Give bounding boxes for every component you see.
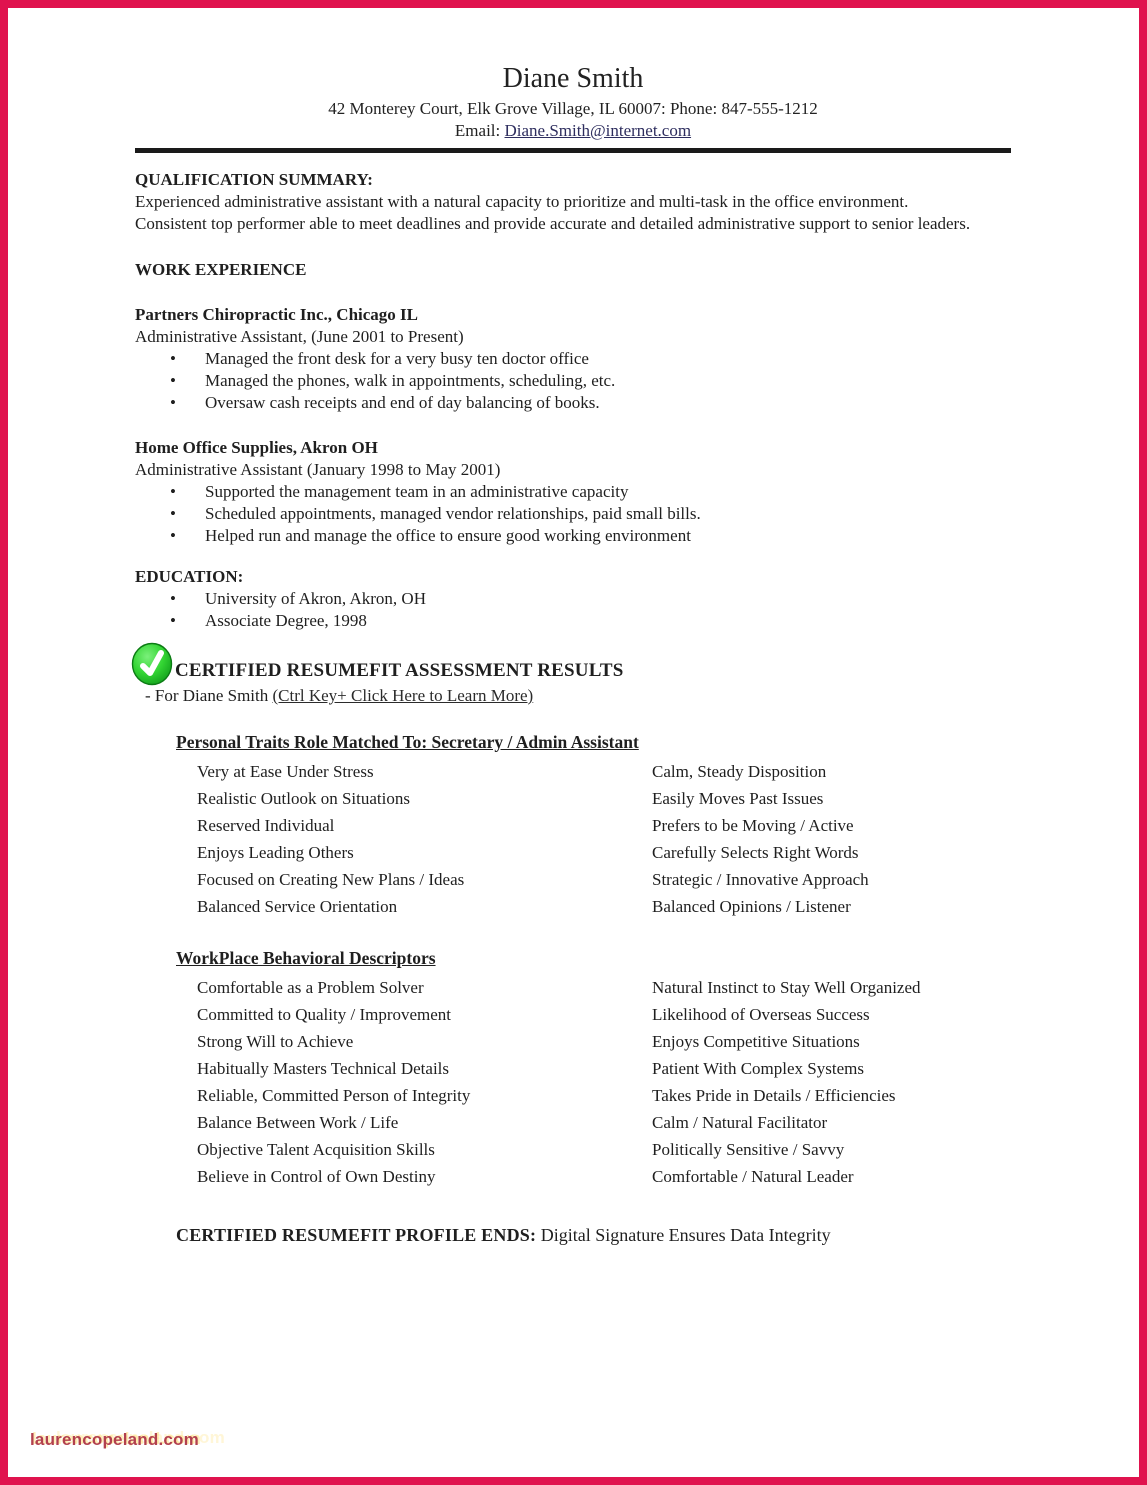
trait-item: Strategic / Innovative Approach — [652, 870, 869, 889]
learn-more-link[interactable]: (Ctrl Key+ Click Here to Learn More) — [272, 686, 534, 705]
trait-item: Balanced Service Orientation — [197, 897, 398, 916]
job-bullet: • Helped run and manage the office to ensure good working environment — [135, 525, 1011, 547]
qualification-summary-section — [135, 169, 1011, 235]
descriptor-item: Politically Sensitive / Savvy — [652, 1140, 845, 1159]
qualification-line2: Consistent top performer able to meet deadlines and provide accurate and detailed administrative support to senior leaders. — [135, 214, 971, 233]
assessment-title-row — [131, 639, 1011, 683]
address-line: 42 Monterey Court, Elk Grove Village, IL 60007: Phone: 847-555-1212 — [328, 99, 818, 118]
behavioral-descriptors-heading: WorkPlace Behavioral Descriptors — [176, 948, 436, 968]
assessment-subtitle — [145, 685, 1011, 707]
email-line — [135, 120, 1011, 142]
trait-item: Realistic Outlook on Situations — [197, 789, 410, 808]
descriptor-item: Habitually Masters Technical Details — [197, 1059, 450, 1078]
descriptor-item: Comfortable as a Problem Solver — [197, 978, 424, 997]
descriptor-item: Reliable, Committed Person of Integrity — [197, 1086, 471, 1105]
job-bullet-list — [135, 481, 1011, 547]
job-entry — [135, 437, 1011, 547]
person-name: Diane Smith — [502, 63, 644, 94]
behavioral-descriptors-block — [135, 947, 1011, 1190]
descriptor-item: Comfortable / Natural Leader — [652, 1167, 854, 1186]
email-label: Email: — [454, 121, 505, 140]
descriptor-item: Calm / Natural Facilitator — [652, 1113, 828, 1132]
trait-item: Enjoys Leading Others — [197, 843, 354, 862]
trait-item: Calm, Steady Disposition — [652, 762, 827, 781]
education-section — [135, 566, 1011, 632]
descriptor-item: Believe in Control of Own Destiny — [197, 1167, 436, 1186]
descriptor-item: Takes Pride in Details / Efficiencies — [652, 1086, 896, 1105]
trait-item: Balanced Opinions / Listener — [652, 897, 851, 916]
header-divider — [135, 148, 1011, 153]
descriptor-item: Strong Will to Achieve — [197, 1032, 354, 1051]
descriptor-item: Likelihood of Overseas Success — [652, 1005, 870, 1024]
profile-ends-label: CERTIFIED RESUMEFIT PROFILE ENDS: — [176, 1225, 537, 1245]
job-company: Partners Chiropractic Inc., Chicago IL — [135, 305, 418, 324]
job-title: Administrative Assistant, (June 2001 to Present) — [135, 327, 464, 346]
profile-ends-text: Digital Signature Ensures Data Integrity — [536, 1225, 831, 1245]
behavioral-descriptors-grid — [197, 974, 1011, 1190]
descriptor-item: Objective Talent Acquisition Skills — [197, 1140, 435, 1159]
profile-ends-line — [176, 1223, 1011, 1247]
education-bullet: • University of Akron, Akron, OH — [135, 588, 1011, 610]
assessment-title: CERTIFIED RESUMEFIT ASSESSMENT RESULTS — [175, 660, 624, 681]
job-bullet: • Oversaw cash receipts and end of day balancing of books. — [135, 392, 1011, 414]
trait-item: Easily Moves Past Issues — [652, 789, 824, 808]
trait-item: Very at Ease Under Stress — [197, 762, 374, 781]
trait-item: Carefully Selects Right Words — [652, 843, 859, 862]
job-entry — [135, 304, 1011, 414]
trait-item: Prefers to be Moving / Active — [652, 816, 854, 835]
work-experience-heading: WORK EXPERIENCE — [135, 260, 307, 279]
work-experience-section — [135, 259, 1011, 547]
assessment-section — [135, 639, 1011, 1247]
descriptor-item: Natural Instinct to Stay Well Organized — [652, 978, 921, 997]
site-watermark: laurencopeland.com — [30, 1430, 199, 1449]
trait-item: Focused on Creating New Plans / Ideas — [197, 870, 465, 889]
green-checkmark-icon — [131, 642, 175, 686]
job-bullet-list — [135, 348, 1011, 414]
personal-traits-heading: Personal Traits Role Matched To: Secretary / Admin Assistant — [176, 732, 639, 752]
resume-header — [135, 62, 1011, 142]
job-company: Home Office Supplies, Akron OH — [135, 438, 378, 457]
descriptor-item: Enjoys Competitive Situations — [652, 1032, 860, 1051]
assessment-subtitle-prefix: - For Diane Smith — [145, 686, 273, 705]
qualification-heading: QUALIFICATION SUMMARY: — [135, 170, 373, 189]
descriptor-item: Committed to Quality / Improvement — [197, 1005, 452, 1024]
job-bullet: • Scheduled appointments, managed vendor relationships, paid small bills. — [135, 503, 1011, 525]
descriptor-item: Balance Between Work / Life — [197, 1113, 399, 1132]
descriptor-item: Patient With Complex Systems — [652, 1059, 864, 1078]
job-bullet: • Managed the front desk for a very busy ten doctor office — [135, 348, 1011, 370]
job-title: Administrative Assistant (January 1998 to May 2001) — [135, 460, 501, 479]
job-bullet: • Supported the management team in an administrative capacity — [135, 481, 1011, 503]
email-link[interactable]: Diane.Smith@internet.com — [504, 121, 692, 140]
education-bullet: • Associate Degree, 1998 — [135, 610, 1011, 632]
education-bullet-list — [135, 588, 1011, 632]
personal-traits-block — [135, 731, 1011, 920]
job-bullet: • Managed the phones, walk in appointments, scheduling, etc. — [135, 370, 1011, 392]
trait-item: Reserved Individual — [197, 816, 335, 835]
qualification-line1: Experienced administrative assistant with a natural capacity to prioritize and multi-task in the office environment. — [135, 192, 909, 211]
education-heading: EDUCATION: — [135, 567, 244, 586]
personal-traits-grid — [197, 758, 1011, 920]
